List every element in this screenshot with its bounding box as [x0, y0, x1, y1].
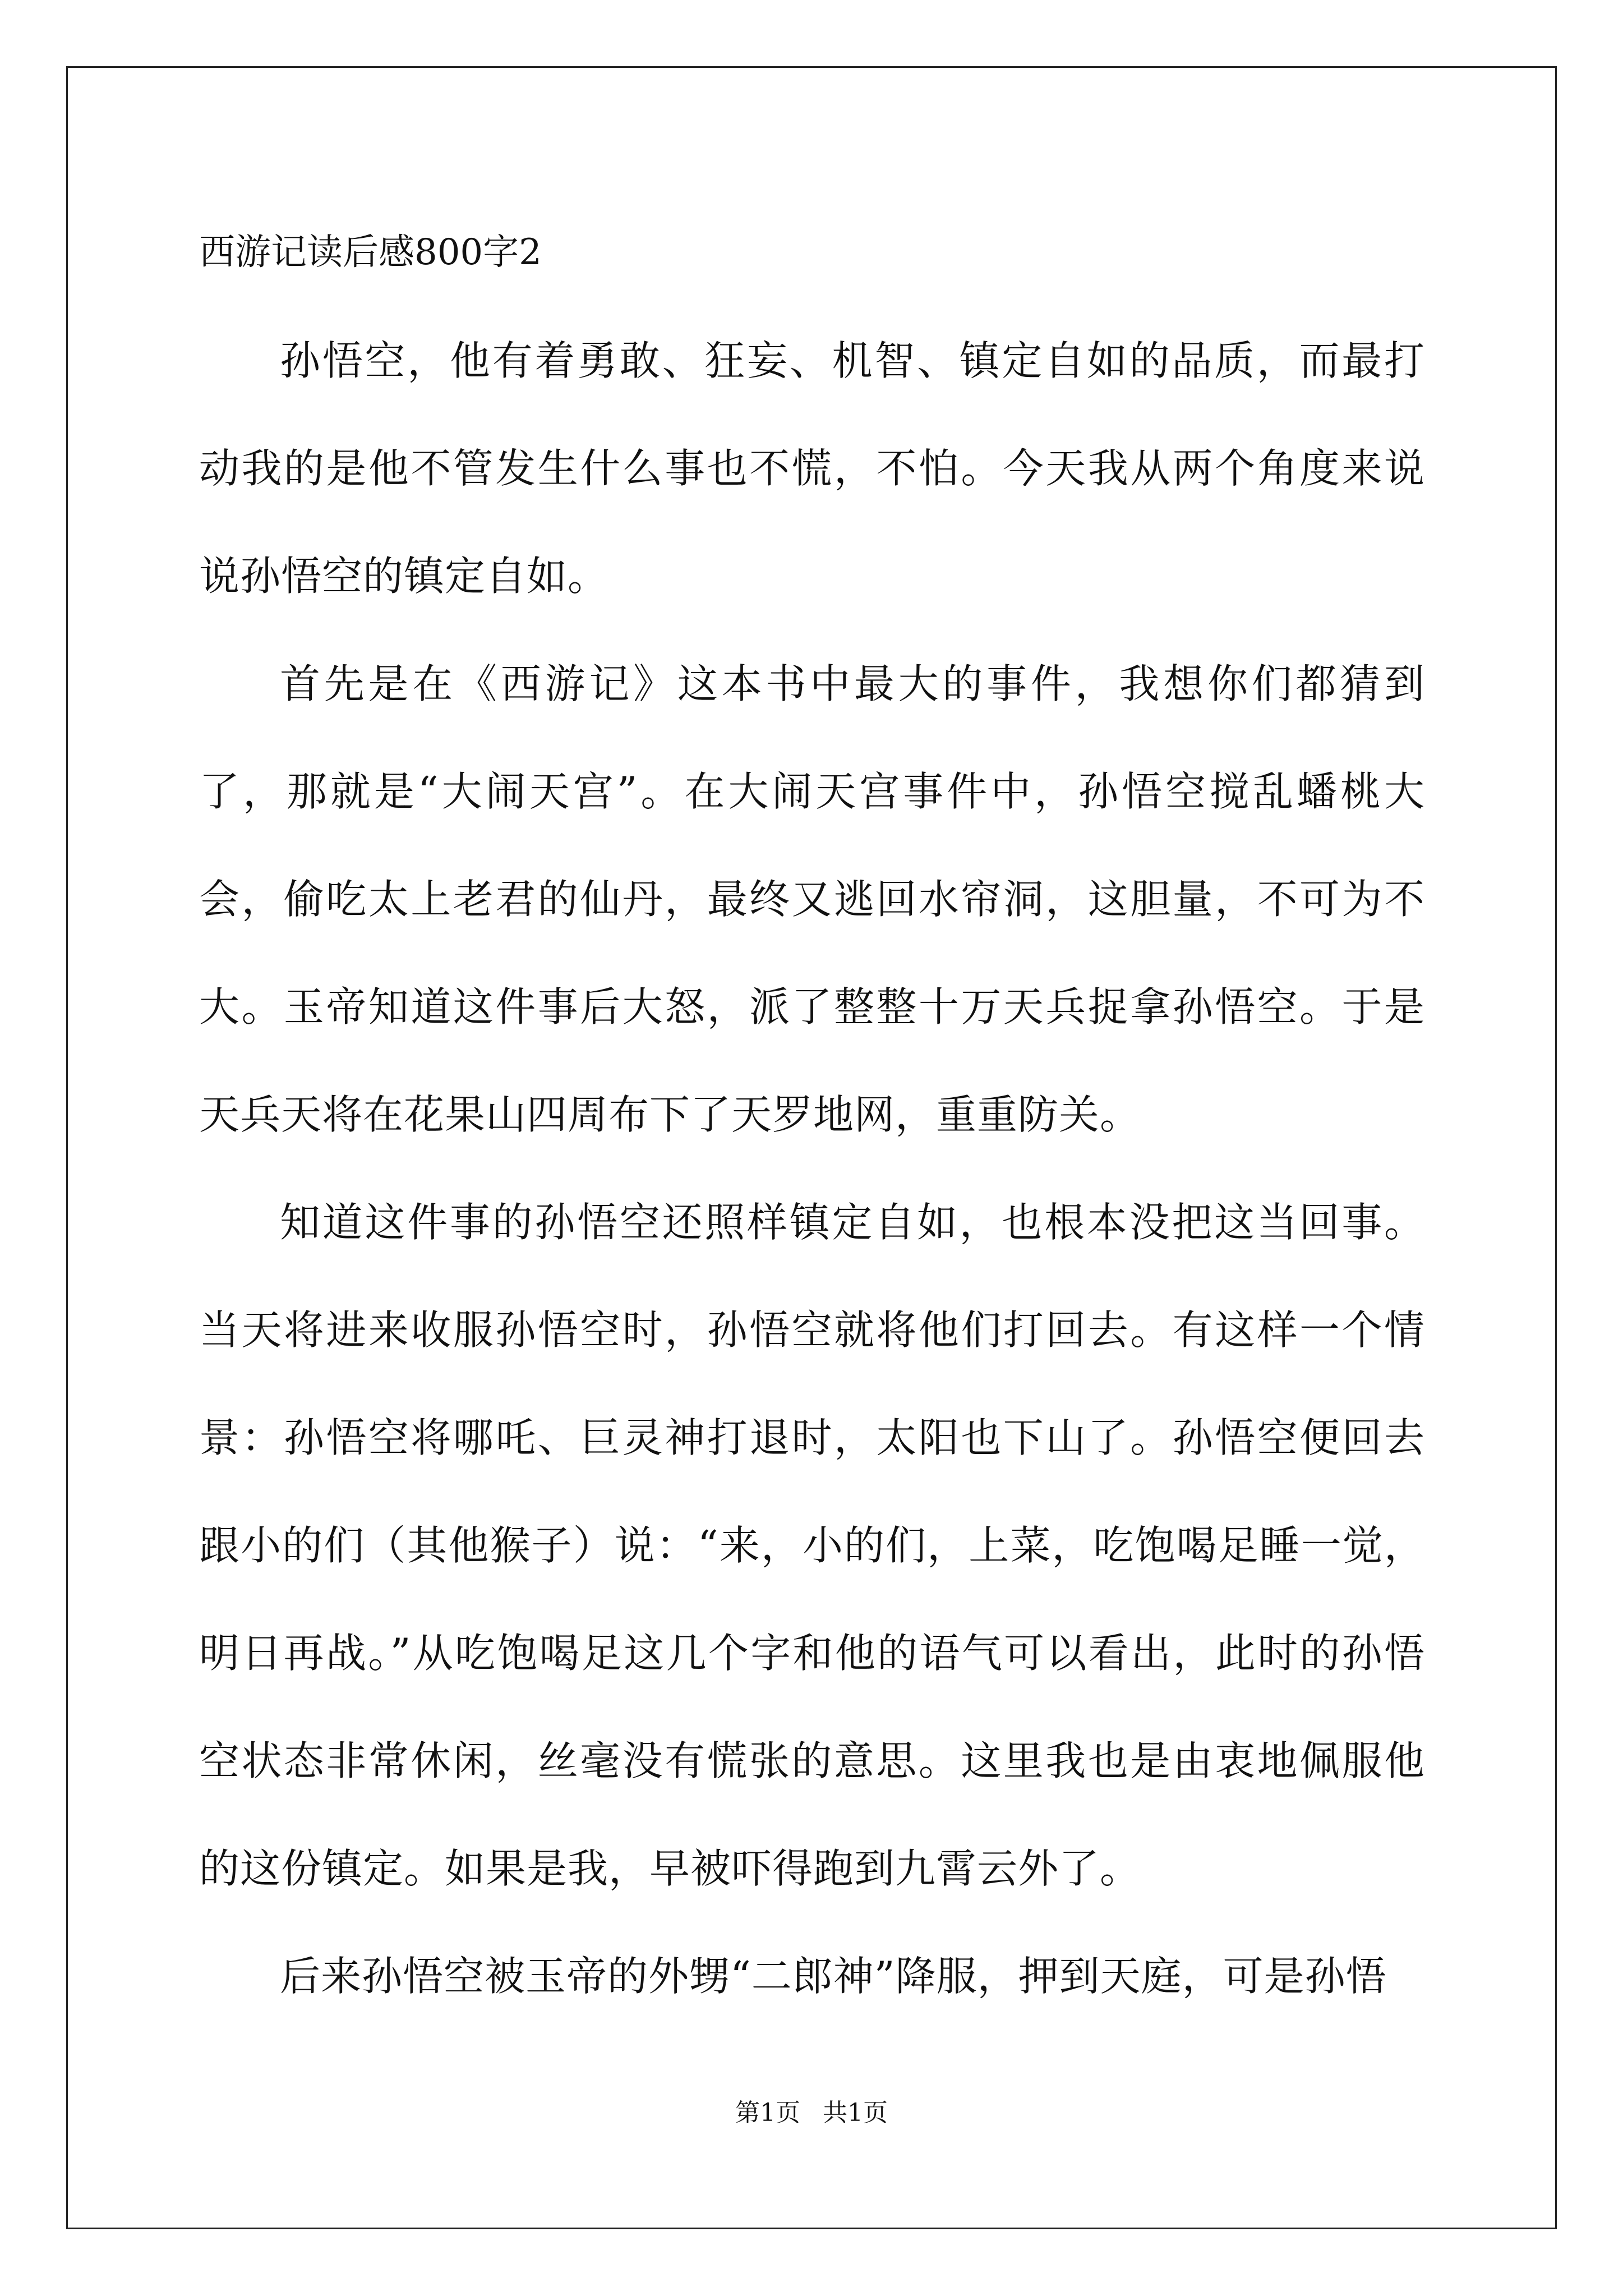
- paragraph-1: 孙悟空，他有着勇敢、狂妄、机智、镇定自如的品质，而最打动我的是他不管发生什么事也不慌，不怕。今天我从两个角度来说说孙悟空的镇定自如。: [199, 337, 1425, 600]
- page-number: 第1页: [735, 2099, 800, 2127]
- paragraph-3: 知道这件事的孙悟空还照样镇定自如，也根本没把这当回事。当天将进来收服孙悟空时，孙悟空就将他们打回去。有这样一个情景：孙悟空将哪吒、巨灵神打退时，太阳也下山了。孙悟空便回去跟小的们（其他猴子）说：“来，小的们，上菜，吃饱喝足睡一觉，明日再战。”从吃饱喝足这几个字和他的语气可以看出，此时的孙悟空状态非常休闲，丝毫没有慌张的意思。这里我也是由衷地佩服他的这份镇定。如果是我，早被吓得跑到九霄云外了。: [199, 1199, 1425, 1892]
- paragraph-2: 首先是在《西游记》这本书中最大的事件，我想你们都猜到了，那就是“大闹天宫”。在大闹天宫事件中，孙悟空搅乱蟠桃大会，偷吃太上老君的仙丹，最终又逃回水帘洞，这胆量，不可为不大。玉帝知道这件事后大怒，派了整整十万天兵捉拿孙悟空。于是天兵天将在花果山四周布下了天罗地网，重重防关。: [199, 660, 1425, 1138]
- paragraph-4: 后来孙悟空被玉帝的外甥“二郎神”降服，押到天庭，可是孙悟: [280, 1953, 1387, 2000]
- page-total: 共1页: [823, 2099, 888, 2127]
- document-title: 西游记读后感800字2: [199, 232, 542, 273]
- page-footer: [0, 2096, 1623, 2130]
- document-body: [199, 222, 1425, 2030]
